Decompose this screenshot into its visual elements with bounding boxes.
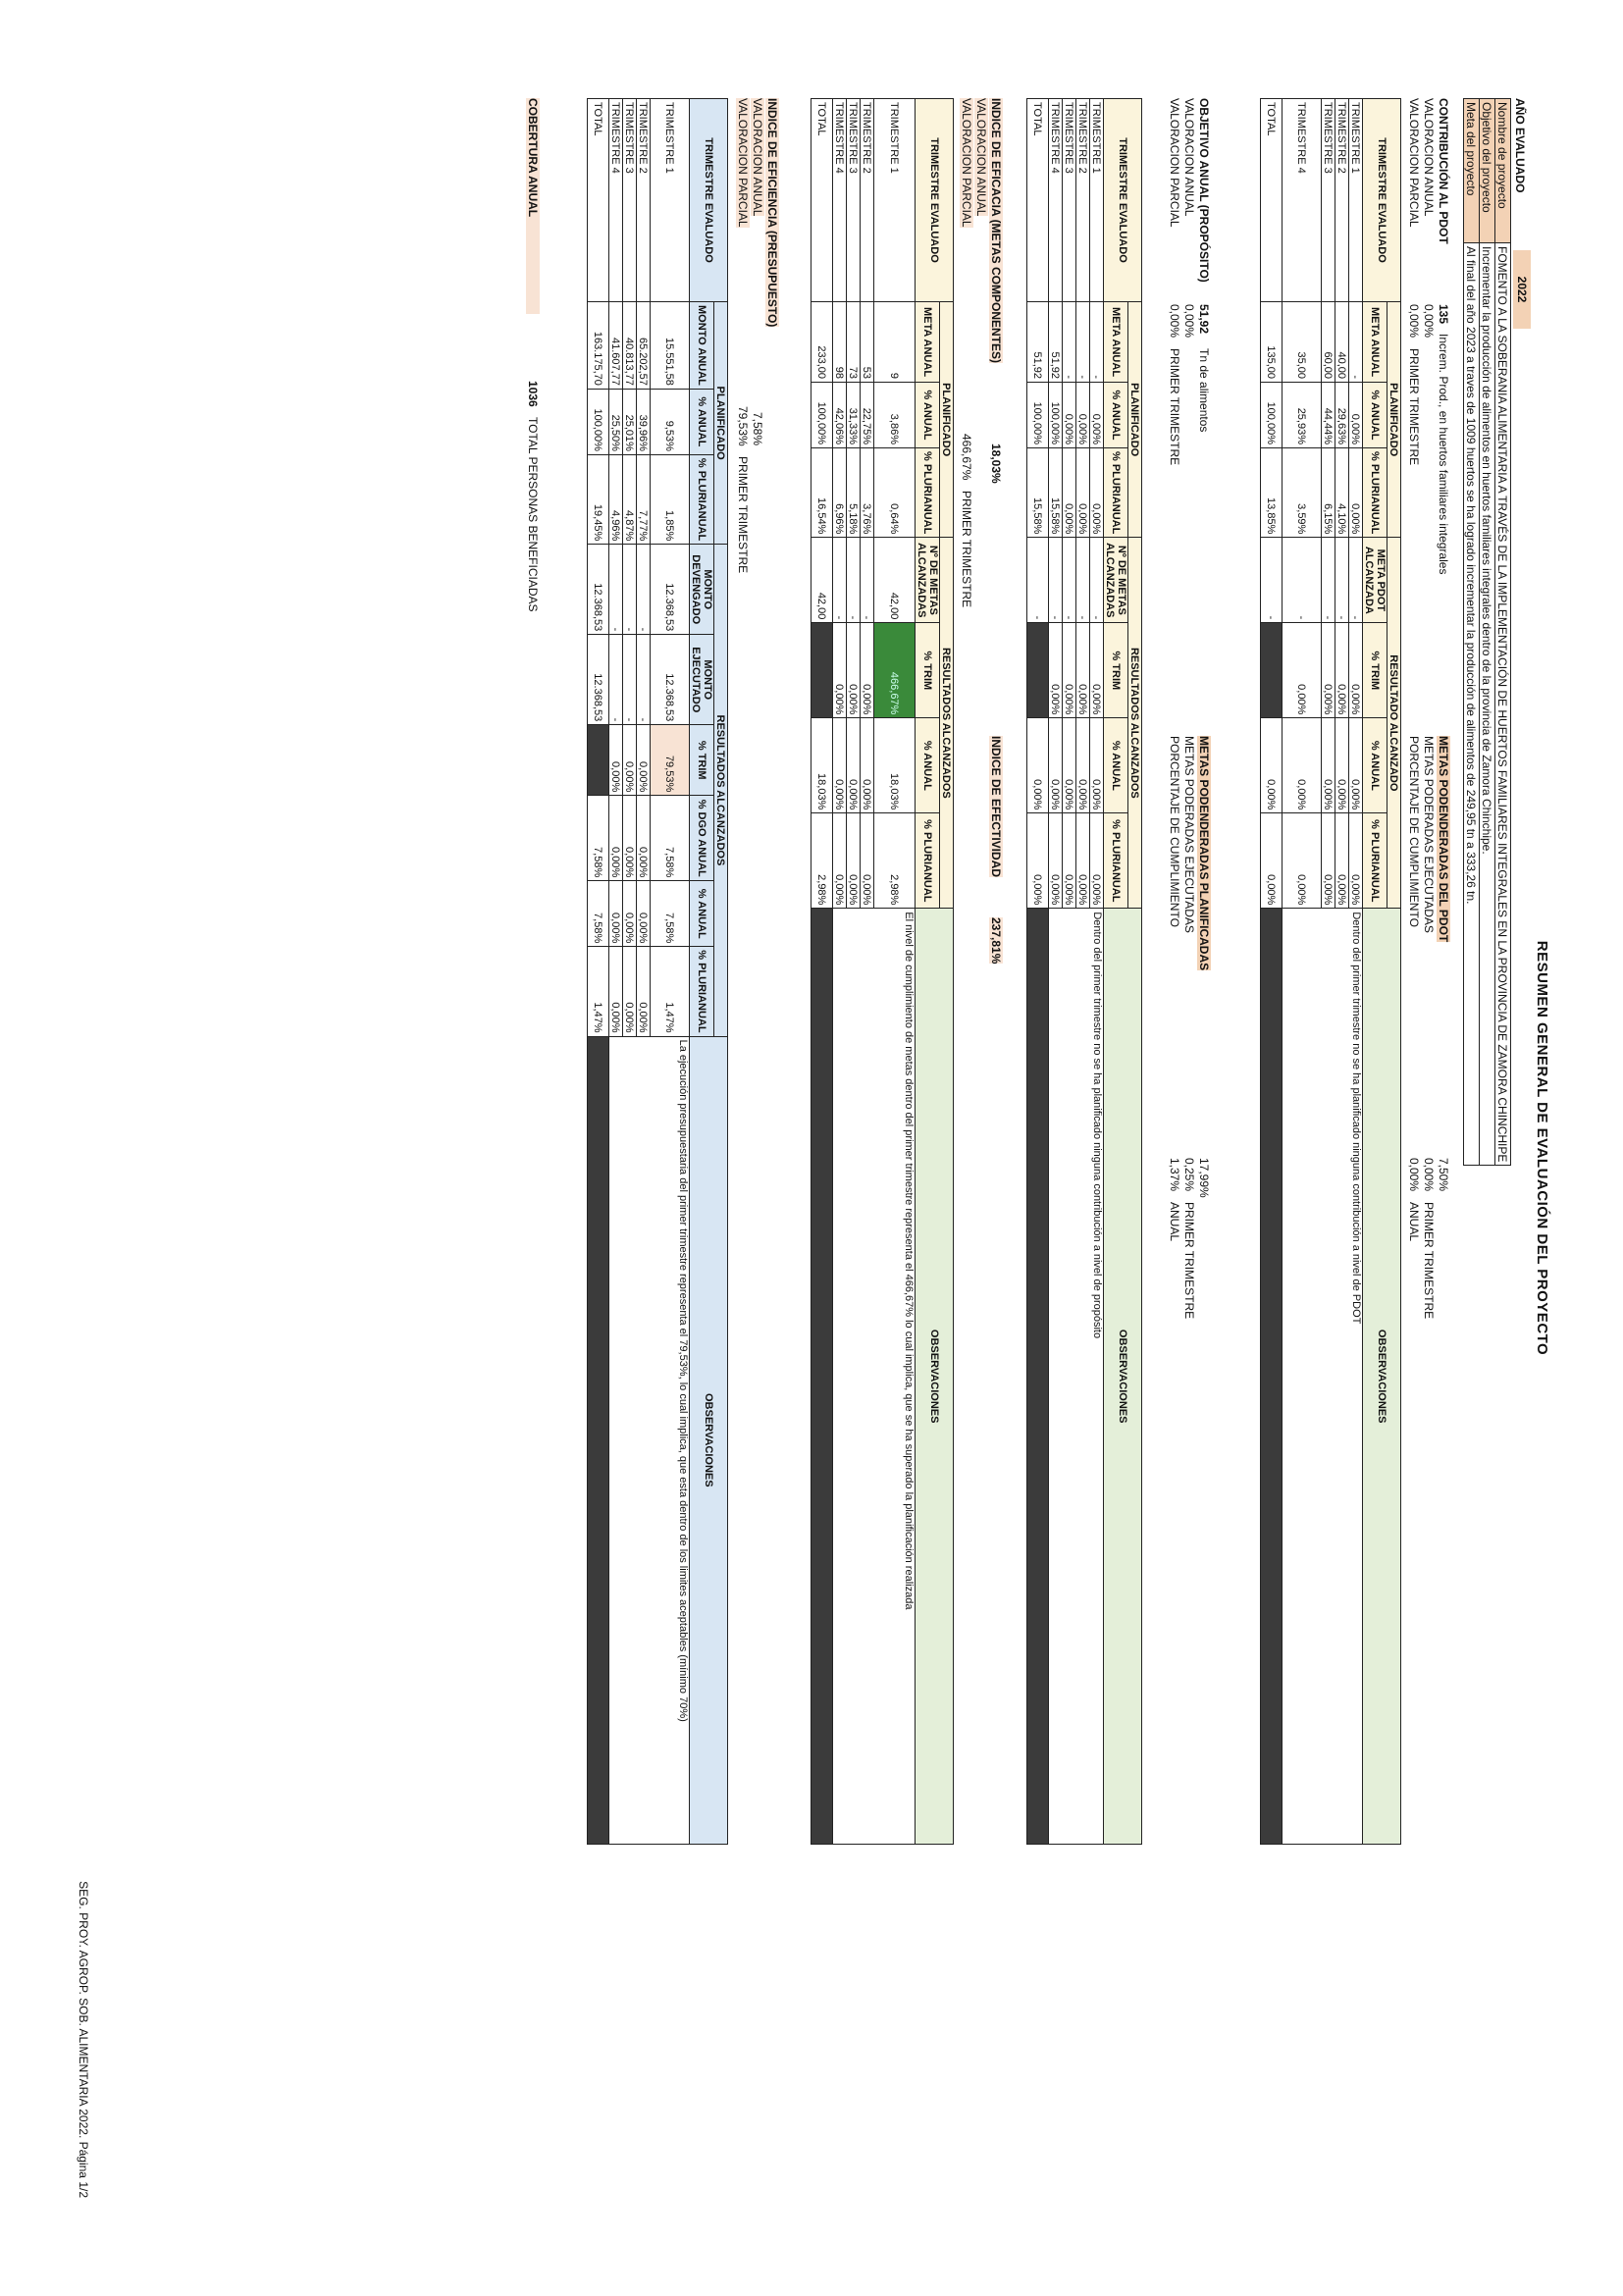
s1-met-ejec-period: PRIMER TRIMESTRE: [1422, 1202, 1436, 1320]
cell: 0,00%: [833, 623, 847, 718]
cell: 0,00%: [1090, 718, 1104, 813]
s3-h-trim: TRIMESTRE EVALUADO: [916, 99, 954, 302]
s3-efect-label: INDICE DE EFECTIVIDAD: [989, 736, 1003, 878]
s1-observacion: Dentro del primer trimestre no se ha planificado ninguna contribución a nivel de PDOT: [1283, 909, 1363, 1845]
s1-h-obs: OBSERVACIONES: [1363, 909, 1401, 1845]
nombre-label: Nombre de proyecto: [1495, 99, 1511, 243]
cell-dark: [588, 1036, 609, 1844]
cell: 0,00%: [1063, 813, 1076, 909]
s4-h-anual: % ANUAL: [690, 389, 714, 454]
cell: 0,00%: [1349, 813, 1363, 909]
cell: -: [1283, 538, 1322, 623]
cell: -: [1076, 302, 1090, 383]
cell: 4,96%: [609, 454, 623, 544]
cell: 0,00%: [609, 881, 623, 947]
cell: TRIMESTRE 1: [651, 99, 690, 302]
s4-val-parcial: 79,53%: [736, 406, 750, 446]
s2-h-trim: TRIMESTRE EVALUADO: [1104, 99, 1142, 302]
cell: 0,00%: [1076, 383, 1090, 448]
cell: 5,18%: [847, 448, 861, 538]
cell: 0,00%: [1076, 718, 1090, 813]
s2-h-plur: % PLURIANUAL: [1104, 448, 1128, 538]
s2-h-alc: Nº DE METAS ALCANZADAS: [1104, 538, 1128, 623]
cell: 0,00%: [1322, 623, 1335, 718]
cobertura-value: 1036: [526, 381, 540, 407]
cell: -: [1261, 538, 1283, 623]
s3-ind-label: INDICE DE EFICACIA (METAS COMPONENTES): [989, 98, 1003, 364]
cell: 100,00%: [812, 383, 833, 448]
cell: 0,00%: [861, 718, 874, 813]
cell: 0,00%: [1090, 623, 1104, 718]
cell: 0,00%: [1349, 448, 1363, 538]
s2-met-ejec-value: 0,25%: [1182, 1158, 1196, 1192]
cell: 100,00%: [588, 389, 609, 454]
s1-contrib-unit: Increm. Prod., en huertos familiares integrales: [1437, 334, 1450, 575]
cell: 51,92: [1027, 302, 1049, 383]
cell: 0,64%: [874, 448, 916, 538]
cell: 3,59%: [1283, 448, 1322, 538]
cell: 7,58%: [588, 881, 609, 947]
s2-pct-cump-period: ANUAL: [1168, 1202, 1181, 1242]
cell: 1,85%: [651, 454, 690, 544]
cell: 18,03%: [812, 718, 833, 813]
cell-dark: [588, 725, 609, 796]
cell: 40.813,77: [623, 302, 637, 390]
cell: 0,00%: [1027, 718, 1049, 813]
s4-val-anual: 7,58%: [751, 412, 764, 446]
s1-met-ejec-value: 0,00%: [1422, 1158, 1436, 1192]
s1-val-anual-label: VALORACION ANUAL: [1422, 98, 1436, 217]
s2-group-planificado: PLANIFICADO: [1128, 302, 1142, 538]
s4-h-dgo: % DGO ANUAL: [690, 796, 714, 881]
cell: 0,00%: [1049, 813, 1063, 909]
s2-h-anual2: % ANUAL: [1104, 718, 1128, 813]
s2-obj-value: 51,92: [1197, 304, 1211, 335]
s2-val-parcial: 0,00%: [1168, 304, 1181, 339]
cell: 0,00%: [623, 881, 637, 947]
s2-met-pond-label: METAS PODENDERADAS PLANIFICADAS: [1197, 736, 1211, 971]
s2-met-ejec-label: METAS PODERADAS EJECUTADAS: [1182, 736, 1196, 933]
cell: 0,00%: [637, 725, 651, 796]
cell: 1,47%: [651, 947, 690, 1036]
cell: 51,92: [1049, 302, 1063, 383]
project-info-table: [1463, 98, 1511, 1166]
s3-group-resultado: RESULTADOS ALCANZADOS: [940, 538, 954, 909]
cell: 53: [861, 302, 874, 383]
s4-h-anual2: % ANUAL: [690, 881, 714, 947]
s3-h-trim2: % TRIM: [916, 623, 940, 718]
s1-h-anual2: % ANUAL: [1363, 718, 1387, 813]
cell: 163.175,70: [588, 302, 609, 390]
cell: -: [1349, 538, 1363, 623]
cell: 12.368,53: [651, 545, 690, 635]
cell: 0,00%: [623, 725, 637, 796]
cell: 0,00%: [1283, 813, 1322, 909]
page-footer: SEG. PROY. AGROP. SOB. ALIMENTARIA 2022. Página 1/2: [77, 1881, 90, 2198]
cell: 29,63%: [1335, 383, 1349, 448]
cell: -: [609, 635, 623, 725]
s1-h-anual: % ANUAL: [1363, 383, 1387, 448]
cell: 4,87%: [623, 454, 637, 544]
cell: -: [1335, 538, 1349, 623]
cell: 35,00: [1283, 302, 1322, 383]
cell: 0,00%: [637, 881, 651, 947]
s3-val-parcial-period: PRIMER TRIMESTRE: [960, 491, 973, 608]
cell-dark: [812, 623, 833, 718]
cell: 7,77%: [637, 454, 651, 544]
s2-pct-cump-value: 1,37%: [1168, 1158, 1181, 1192]
cell: -: [1063, 538, 1076, 623]
cell-dark: [812, 909, 833, 1845]
cell: 25,93%: [1283, 383, 1322, 448]
cell: 0,00%: [1090, 383, 1104, 448]
page-title: RESUMEN GENERAL DE EVALUACIÓN DEL PROYECTO: [1534, 940, 1550, 1356]
cell: 0,00%: [861, 813, 874, 909]
cell: 42,00: [874, 538, 916, 623]
cell: 4,10%: [1335, 448, 1349, 538]
s1-h-trim2: % TRIM: [1363, 623, 1387, 718]
cell: 0,00%: [1283, 718, 1322, 813]
cell: TRIMESTRE 2: [637, 99, 651, 302]
cell: 7,58%: [651, 796, 690, 881]
cell: 0,00%: [623, 947, 637, 1036]
s1-h-plur: % PLURIANUAL: [1363, 448, 1387, 538]
cell: 0,00%: [847, 623, 861, 718]
anio-label: AÑO EVALUADO: [1513, 98, 1527, 193]
s2-val-parcial-label: VALORACION PARCIAL: [1168, 98, 1181, 228]
s1-val-parcial-period: PRIMER TRIMESTRE: [1407, 348, 1421, 466]
cell: 3,76%: [861, 448, 874, 538]
cell: 39,96%: [637, 389, 651, 454]
table-row: [1090, 99, 1104, 1845]
cell: -: [623, 545, 637, 635]
s2-pct-cump-label: PORCENTAJE DE CUMPLIMIENTO: [1168, 736, 1181, 927]
s3-h-plur: % PLURIANUAL: [916, 448, 940, 538]
cell: 0,00%: [1349, 623, 1363, 718]
cell: TRIMESTRE 4: [1049, 99, 1063, 302]
cell: 12.368,53: [651, 635, 690, 725]
cell: 9,53%: [651, 389, 690, 454]
s2-met-ejec-period: PRIMER TRIMESTRE: [1182, 1202, 1196, 1320]
cell-highlight: 79,53%: [651, 725, 690, 796]
s3-group-planificado: PLANIFICADO: [940, 302, 954, 538]
meta-value: Al final del año 2023 a traves de 1009 huertos se ha logrado incrementar la producción de alimentos de 249,95 tn a 333,26 tn.: [1464, 243, 1480, 1166]
s4-h-ejec: MONTO EJECUTADO: [690, 635, 714, 725]
cell: 42,06%: [833, 383, 847, 448]
s2-val-anual-label: VALORACION ANUAL: [1182, 98, 1196, 217]
cell: 0,00%: [609, 947, 623, 1036]
cell: 98: [833, 302, 847, 383]
cell: 0,00%: [1349, 383, 1363, 448]
cell: 60,00: [1322, 302, 1335, 383]
cell: 6,96%: [833, 448, 847, 538]
cell: -: [1090, 538, 1104, 623]
s2-val-parcial-period: PRIMER TRIMESTRE: [1168, 348, 1181, 466]
cell: -: [1076, 538, 1090, 623]
cell: 0,00%: [609, 796, 623, 881]
cell: TRIMESTRE 2: [1076, 99, 1090, 302]
cell: 25,01%: [623, 389, 637, 454]
cell: 73: [847, 302, 861, 383]
table-row: [651, 99, 690, 1845]
s1-val-parcial: 0,00%: [1407, 304, 1421, 339]
cell: -: [1349, 302, 1363, 383]
s2-table: [1026, 98, 1142, 1845]
cobertura-label: COBERTURA ANUAL: [526, 98, 540, 314]
table-row: [874, 99, 916, 1845]
cell: 0,00%: [1076, 623, 1090, 718]
cell: 2,98%: [874, 813, 916, 909]
s1-contrib-label: CONTRIBUCIÓN AL PDOT: [1437, 98, 1450, 244]
cell: 7,58%: [651, 881, 690, 947]
s2-h-plur2: % PLURIANUAL: [1104, 813, 1128, 909]
s2-h-meta: META ANUAL: [1104, 302, 1128, 383]
table-row: [1349, 99, 1363, 1845]
cell: 0,00%: [1063, 623, 1076, 718]
meta-label: Meta del proyecto: [1464, 99, 1480, 243]
cell: 3,86%: [874, 383, 916, 448]
cell: -: [1027, 538, 1049, 623]
cell: 13,85%: [1261, 448, 1283, 538]
s1-val-parcial-label: VALORACION PARCIAL: [1407, 98, 1421, 228]
cell: 22,75%: [861, 383, 874, 448]
s1-pct-cump-value: 0,00%: [1407, 1158, 1421, 1192]
cell: 0,00%: [833, 718, 847, 813]
cell: 0,00%: [1335, 718, 1349, 813]
s2-h-obs: OBSERVACIONES: [1104, 909, 1142, 1845]
cell: 100,00%: [1027, 383, 1049, 448]
s2-obj-unit: Tn de alimentos: [1197, 348, 1211, 433]
cell: 0,00%: [1322, 718, 1335, 813]
s3-val-parcial: 466,67%: [960, 434, 973, 481]
cell: 25,50%: [609, 389, 623, 454]
cell: 0,00%: [1335, 813, 1349, 909]
s1-group-planificado: PLANIFICADO: [1387, 302, 1401, 538]
cell: -: [1049, 538, 1063, 623]
cell: 7,58%: [588, 796, 609, 881]
s1-h-plur2: % PLURIANUAL: [1363, 813, 1387, 909]
table-row-total: [588, 99, 609, 1845]
s4-h-plur2: % PLURIANUAL: [690, 947, 714, 1036]
cell: 0,00%: [609, 725, 623, 796]
cell: TOTAL: [812, 99, 833, 302]
cell: TRIMESTRE 3: [1322, 99, 1335, 302]
cell: 40,00: [1335, 302, 1349, 383]
cell: 100,00%: [1049, 383, 1063, 448]
cell: 42,00: [812, 538, 833, 623]
cell: 0,00%: [1049, 718, 1063, 813]
cell: 0,00%: [637, 947, 651, 1036]
cell: 0,00%: [1076, 448, 1090, 538]
cell: 65.202,57: [637, 302, 651, 390]
cell: 2,98%: [812, 813, 833, 909]
cell: TRIMESTRE 2: [1335, 99, 1349, 302]
s2-obj-label: OBJETIVO ANUAL (PROPÓSITO): [1197, 98, 1211, 283]
cell-dark: [1261, 623, 1283, 718]
cell: 44,44%: [1322, 383, 1335, 448]
cell: 0,00%: [1261, 813, 1283, 909]
cell: -: [1090, 302, 1104, 383]
s1-group-resultado: RESULTADO ALCANZADO: [1387, 538, 1401, 909]
table-row-total: [1261, 99, 1283, 1845]
s2-observacion: Dentro del primer trimestre no se ha planificado ninguna contribución a nivel de propósito: [1049, 909, 1104, 1845]
s1-met-pond-label: METAS PODENDERADAS DEL PDOT: [1437, 736, 1450, 943]
cell: 0,00%: [833, 813, 847, 909]
s4-h-dev: MONTO DEVENGADO: [690, 545, 714, 635]
cell: 0,00%: [623, 796, 637, 881]
cobertura-unit: TOTAL PERSONAS BENEFICIADAS: [526, 417, 540, 612]
cell: 0,00%: [1335, 623, 1349, 718]
cell: TRIMESTRE 3: [1063, 99, 1076, 302]
s2-h-trim2: % TRIM: [1104, 623, 1128, 718]
s3-observacion: El nivel de cumplimiento de metas dentro del primer trimestre representa el 466,67% lo cual implica, que se ha superado la planificación realizada: [833, 909, 916, 1845]
cell-dark: [1261, 909, 1283, 1845]
s1-pct-cump-period: ANUAL: [1407, 1202, 1421, 1242]
s4-val-anual-label: VALORACION ANUAL: [751, 98, 764, 217]
cell: 0,00%: [847, 718, 861, 813]
s4-val-parcial-period: PRIMER TRIMESTRE: [736, 456, 750, 574]
s3-h-alc: Nº DE METAS ALCANZADAS: [916, 538, 940, 623]
s4-group-planificado: PLANIFICADO: [714, 302, 728, 545]
cell: 135,00: [1261, 302, 1283, 383]
cell: 0,00%: [637, 796, 651, 881]
cell: TRIMESTRE 4: [609, 99, 623, 302]
anio-value: 2022: [1513, 250, 1531, 329]
cell-highlight: 466,67%: [874, 623, 916, 718]
cell: -: [637, 635, 651, 725]
table-row-total: [1027, 99, 1049, 1845]
s4-group-resultado: RESULTADOS ALCANZADOS: [714, 545, 728, 1036]
cell: 233,00: [812, 302, 833, 383]
s1-met-ejec-label: METAS PODERADAS EJECUTADAS: [1422, 736, 1436, 933]
cell: -: [833, 538, 847, 623]
s3-h-meta: META ANUAL: [916, 302, 940, 383]
s4-h-monto: MONTO ANUAL: [690, 302, 714, 390]
cell: -: [609, 545, 623, 635]
cell: TRIMESTRE 3: [623, 99, 637, 302]
cell: 0,00%: [1063, 718, 1076, 813]
cell: 0,00%: [1261, 718, 1283, 813]
s3-val-parcial-label: VALORACION PARCIAL: [960, 98, 973, 228]
cell: 0,00%: [1049, 623, 1063, 718]
s4-table: [587, 98, 728, 1845]
cell: 9: [874, 302, 916, 383]
cell: 0,00%: [1322, 813, 1335, 909]
cell: TOTAL: [1027, 99, 1049, 302]
nombre-value: FOMENTO A LA SOBERANIA ALIMENTARIA A TRAVÉS DE LA IMPLEMENTACIÓN DE HUERTOS FAMILIARES INTEGRALES EN LA PROVINCIA DE ZAMORA CHINCHIPE: [1495, 243, 1511, 1166]
cell: 0,00%: [847, 813, 861, 909]
cell-dark: [1027, 623, 1049, 718]
cell: 0,00%: [1283, 623, 1322, 718]
s1-h-meta: META ANUAL: [1363, 302, 1387, 383]
s1-h-trim: TRIMESTRE EVALUADO: [1363, 99, 1401, 302]
cell: 31,33%: [847, 383, 861, 448]
cell: 0,00%: [861, 623, 874, 718]
s4-observacion: La ejecución presupuestaria del primer trimestre representa el 79,53%, lo cual implica, que esta dentro de los limites aceptables (mínimo 70%): [609, 1036, 690, 1844]
cell: 0,00%: [1027, 813, 1049, 909]
s3-h-plur2: % PLURIANUAL: [916, 813, 940, 909]
s4-h-obs: OBSERVACIONES: [690, 1036, 728, 1844]
cell: -: [1322, 538, 1335, 623]
s3-h-anual: % ANUAL: [916, 383, 940, 448]
cell: 19,45%: [588, 454, 609, 544]
cell: 100,00%: [1261, 383, 1283, 448]
cell: -: [1063, 302, 1076, 383]
cell: 18,03%: [874, 718, 916, 813]
cell: -: [637, 545, 651, 635]
s2-val-anual: 0,00%: [1182, 304, 1196, 339]
cell-dark: [1027, 909, 1049, 1845]
s1-met-pond-value: 7,50%: [1437, 1158, 1450, 1192]
cell: 15,58%: [1027, 448, 1049, 538]
s1-h-alc: META PDOT ALCANZADA: [1363, 538, 1387, 623]
cell: 15.551,58: [651, 302, 690, 390]
s2-group-resultado: RESULTADOS ALCANZADOS: [1128, 538, 1142, 909]
cell: 0,00%: [1076, 813, 1090, 909]
cell: TRIMESTRE 4: [833, 99, 847, 302]
s3-ind-value: 18,03%: [989, 444, 1003, 484]
cell: TRIMESTRE 3: [847, 99, 861, 302]
s3-h-obs: OBSERVACIONES: [916, 909, 954, 1845]
s1-contrib-value: 135: [1437, 304, 1450, 325]
s3-table: [811, 98, 954, 1845]
cell: 12.368,53: [588, 635, 609, 725]
s4-val-parcial-label: VALORACION PARCIAL: [736, 98, 750, 228]
cell: 0,00%: [1090, 813, 1104, 909]
s3-h-anual2: % ANUAL: [916, 718, 940, 813]
cell: 0,00%: [1090, 448, 1104, 538]
cell: 0,00%: [1063, 383, 1076, 448]
cell: -: [861, 538, 874, 623]
cell: 15,58%: [1049, 448, 1063, 538]
s2-met-pond-value: 17,99%: [1197, 1158, 1211, 1198]
objetivo-label: Objetivo del proyecto: [1480, 99, 1495, 243]
cell: TRIMESTRE 1: [1349, 99, 1363, 302]
cell: 16,54%: [812, 448, 833, 538]
s2-h-anual: % ANUAL: [1104, 383, 1128, 448]
cell: 6,15%: [1322, 448, 1335, 538]
s1-val-anual: 0,00%: [1422, 304, 1436, 339]
cell: TRIMESTRE 2: [861, 99, 874, 302]
s3-val-anual-label: VALORACION ANUAL: [974, 98, 988, 217]
cell: 41.607,77: [609, 302, 623, 390]
cell: -: [623, 635, 637, 725]
cell: TRIMESTRE 1: [874, 99, 916, 302]
cell: TRIMESTRE 1: [1090, 99, 1104, 302]
cell: -: [847, 538, 861, 623]
s4-ind-label: INDICE DE EFICIENCIA (PRESUPUESTO): [765, 98, 779, 328]
cell: 0,00%: [1349, 718, 1363, 813]
cell: 12.368,53: [588, 545, 609, 635]
cell: TOTAL: [1261, 99, 1283, 302]
s1-pct-cump-label: PORCENTAJE DE CUMPLIMIENTO: [1407, 736, 1421, 927]
s4-h-trim2: % TRIM: [690, 725, 714, 796]
s4-h-trim: TRIMESTRE EVALUADO: [690, 99, 728, 302]
cell: TOTAL: [588, 99, 609, 302]
s1-table: [1260, 98, 1401, 1845]
s3-efect-value: 237,81%: [989, 917, 1003, 965]
cell: TRIMESTRE 4: [1283, 99, 1322, 302]
cell: 0,00%: [1063, 448, 1076, 538]
objetivo-value: Incrementar la producción de alimentos en huertos familiares integrales dentro de la provincia de Zamora Chinchipe.: [1480, 243, 1495, 1166]
table-row-total: [812, 99, 833, 1845]
s4-h-plur: % PLURIANUAL: [690, 454, 714, 544]
cell: 1,47%: [588, 947, 609, 1036]
